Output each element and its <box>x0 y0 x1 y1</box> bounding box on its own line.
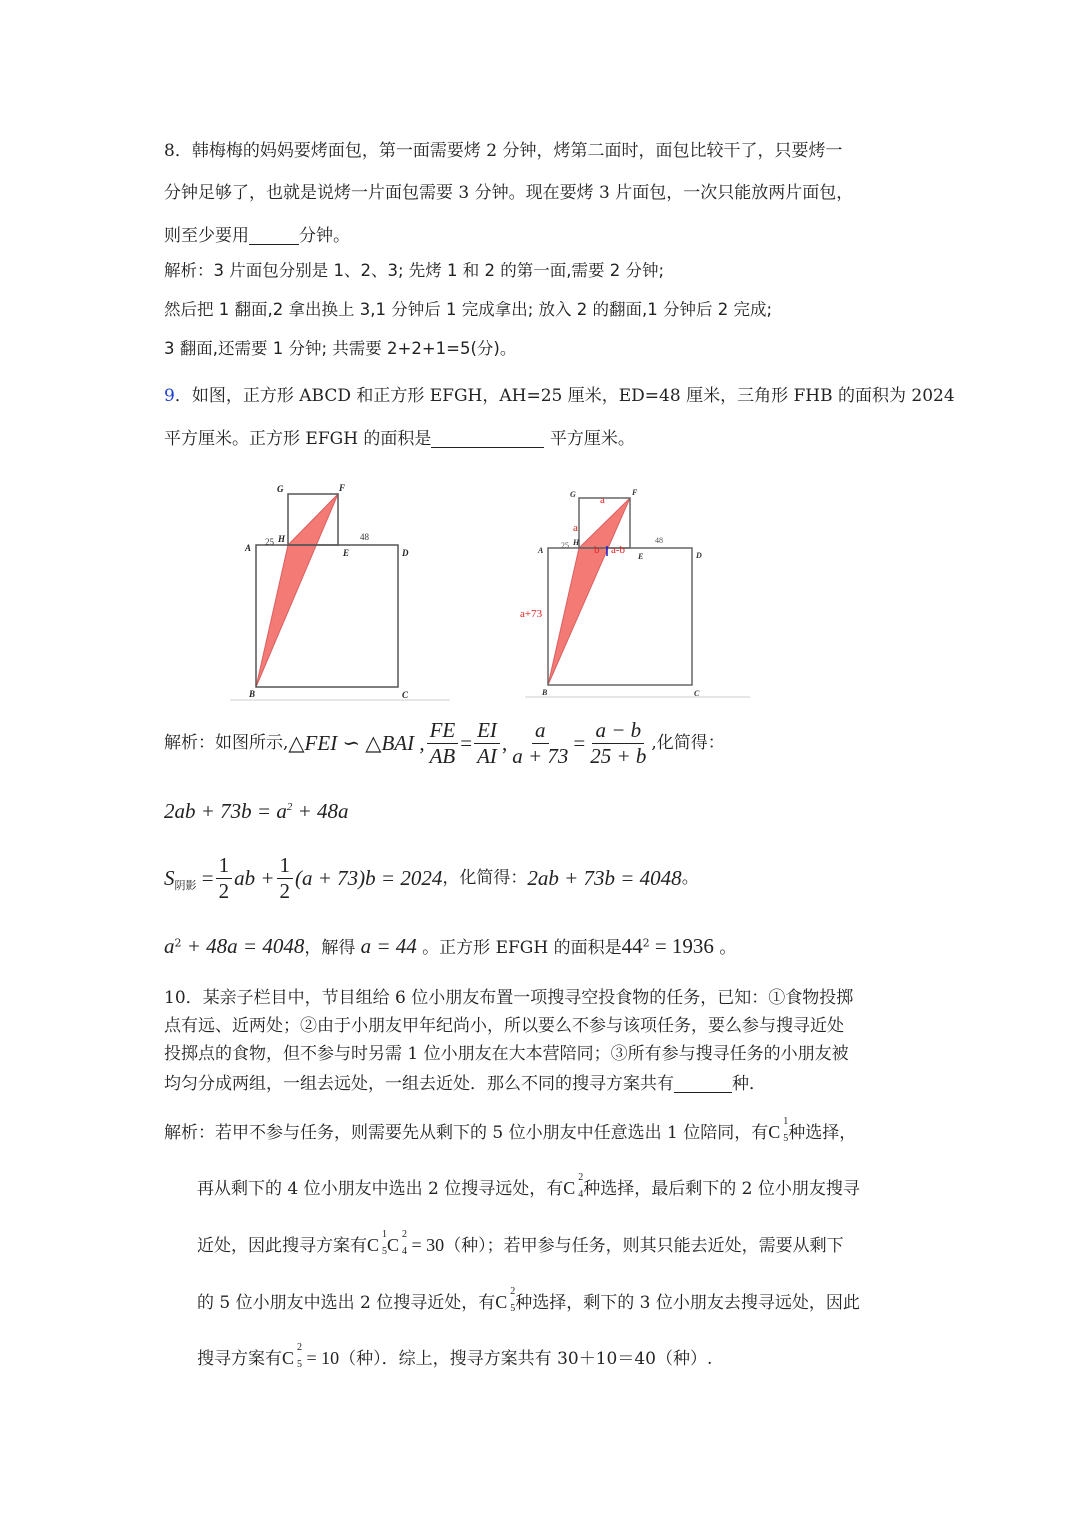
eq-part: = 1936 <box>649 934 714 958</box>
denominator: 2 <box>279 879 291 903</box>
q8-answer-3: 3 翻面,还需要 1 分钟; 共需要 2+2+1=5(分)。 <box>164 339 517 358</box>
exponent: 2 <box>174 936 182 950</box>
solution-text: 种选择，最后剩下的 2 位小朋友搜寻 <box>583 1179 860 1199</box>
solution-text: 的 5 位小朋友中选出 2 位搜寻近处，有 <box>197 1293 496 1313</box>
label-h: H <box>573 538 580 547</box>
denominator: a + 73 <box>512 744 569 768</box>
q9-text: ．如图，正方形 ABCD 和正方形 EFGH，AH=25 厘米，ED=48 厘米，三角形 FHB 的面积为 2024 <box>174 386 955 406</box>
exponent: 2 <box>642 936 650 950</box>
solution-text: 。 <box>681 868 699 888</box>
q8-line-1: 8．韩梅梅的妈妈要烤面包，第一面需要烤 2 分钟，烤第二面时，面包比较干了，只要烤一 <box>164 141 843 161</box>
solution-text: 解析：若甲不参与任务，则需要先从剩下的 5 位小朋友中任意选出 1 位陪同，有 <box>164 1123 769 1143</box>
eq-part: a = 44 <box>355 934 417 958</box>
area-subscript: 阴影 <box>174 879 197 892</box>
q8-answer-2: 然后把 1 翻面,2 拿出换上 3,1 分钟后 1 完成拿出; 放入 2 的翻面,1 分钟后 2 完成; <box>164 300 773 319</box>
combination-c-5-2: C 2 5 <box>495 1286 516 1314</box>
combination-c-4-2: C 2 4 <box>563 1172 584 1200</box>
eq-part: = 10 <box>302 1348 340 1368</box>
q10-line-4 <box>164 1075 766 1093</box>
equation-1 <box>164 801 349 822</box>
q8-answer-1: 解析：3 片面包分别是 1、2、3; 先烤 1 和 2 的第一面,需要 2 分钟; <box>164 261 665 280</box>
figure-right <box>520 488 750 698</box>
label-ed: 48 <box>655 536 663 545</box>
q8-text: 则至少要用 <box>164 226 249 246</box>
equation-2: S $_{阴影}$ = $\frac{1}{2}$ ab + $\frac{1}{2}$ (a + 73)b = 2024 ，化简得： 2ab + 73b = 4048 。 <box>164 853 699 903</box>
q10-line-3: 投掷点的食物，但不参与时另需 1 位小朋友在大本营陪同；③所有参与搜寻任务的小朋友被 <box>164 1044 849 1064</box>
label-ah: 25 <box>561 541 569 550</box>
q10-solution-2 <box>197 1172 860 1200</box>
solution-text: 解析：如图所示, <box>164 733 289 753</box>
numerator: 1 <box>216 855 233 879</box>
label-ah: 25 <box>265 537 274 547</box>
numerator: 1 <box>277 855 294 879</box>
label-f: F <box>339 483 346 493</box>
label-g: G <box>570 490 576 499</box>
numerator: FE <box>427 720 459 744</box>
solution-text: ，解得 <box>304 938 356 958</box>
eq-part: = 30 <box>407 1235 445 1255</box>
q10-line-2: 点有远、近两处；②由于小朋友甲年纪尚小，所以要么不参与该项任务，要么参与搜寻近处 <box>164 1016 844 1036</box>
eq-part: (a + 73)b = 2024 <box>295 866 443 890</box>
q9-line-2 <box>164 430 635 448</box>
q10-text: 均匀分成两组，一组去远处，一组去近处．那么不同的搜寻方案共有 <box>164 1074 674 1094</box>
numerator: a − b <box>592 720 644 744</box>
numerator: EI <box>474 720 500 744</box>
shaded-triangle <box>548 498 630 685</box>
q10-text: 种． <box>732 1074 766 1094</box>
fraction-half <box>216 855 233 902</box>
denominator: AB <box>429 744 456 768</box>
fraction-fe-ab <box>427 720 459 767</box>
solution-text: ,化简得： <box>651 733 725 753</box>
label-ie-a-minus-b: a-b <box>611 544 626 556</box>
label-b: B <box>249 689 256 699</box>
q9-solution-line-1: 解析：如图所示, △FEI ∽ △BAI , $\frac{FE}{AB}$ = $\frac{EI}{AI}$ , $\frac{a}{a + 73}$ = $\frac{a - b}{25 + b}$ ,化简得： <box>164 718 725 768</box>
denominator: 25 + b <box>590 744 647 768</box>
q9-text: 平方厘米。 <box>544 429 635 449</box>
q10-solution-4 <box>197 1286 860 1314</box>
shaded-triangle <box>256 494 338 687</box>
combination-c-4-2: C 2 4 <box>387 1229 408 1257</box>
solution-text: 搜寻方案有 <box>197 1349 282 1369</box>
exponent: 2 <box>286 801 293 813</box>
q9-text: 平方厘米。正方形 EFGH 的面积是 <box>164 429 432 449</box>
question-number: 9 <box>164 386 175 406</box>
eq-part: 2ab + 73b = 4048 <box>527 866 682 890</box>
similarity-expr: △FEI ∽ △BAI , <box>288 731 425 755</box>
denominator: AI <box>477 744 497 768</box>
label-f: F <box>632 488 638 497</box>
fraction-ei-ai <box>474 720 500 767</box>
solution-text: 近处，因此搜寻方案有 <box>197 1236 367 1256</box>
label-b: B <box>542 688 548 697</box>
label-ab-a-plus-73: a+73 <box>520 608 543 620</box>
label-side-a-top: a <box>600 494 605 506</box>
label-c: C <box>694 689 700 698</box>
label-c: C <box>402 690 409 700</box>
label-ed: 48 <box>360 532 369 542</box>
combination-c-5-2: C 2 5 <box>282 1342 303 1370</box>
label-h: H <box>278 534 286 544</box>
answer-blank <box>674 1075 732 1093</box>
fraction-half <box>277 855 294 902</box>
solution-text: （种）．综上，搜寻方案共有 30＋10＝40（种）. <box>339 1349 713 1369</box>
eq-part: a <box>164 934 175 958</box>
label-d: D <box>696 551 702 560</box>
label-e: E <box>638 552 644 561</box>
label-e: E <box>343 548 350 558</box>
q10-line-1: 10．某亲子栏目中，节目组给 6 位小朋友布置一项搜寻空投食物的任务，已知：①食物投掷 <box>164 988 854 1008</box>
eq-part: + 48a = 4048 <box>181 934 305 958</box>
combination-c-5-1: C 1 5 <box>367 1229 388 1257</box>
solution-text: 种选择， <box>788 1123 857 1143</box>
figure-left <box>230 483 450 700</box>
eq-part: 44 <box>621 934 643 958</box>
q8-line-3 <box>164 227 350 245</box>
q8-line-2: 分钟足够了，也就是说烤一片面包需要 3 分钟。现在要烤 3 片面包，一次只能放两片面包， <box>164 183 854 203</box>
eq-part: 2ab + 73b = a <box>164 799 287 823</box>
label-g: G <box>277 484 284 494</box>
q8-text: 分钟。 <box>299 226 350 246</box>
answer-blank <box>431 430 544 448</box>
solution-text: 种选择，剩下的 3 位小朋友去搜寻远处，因此 <box>515 1293 860 1313</box>
q9-line-1 <box>164 388 955 405</box>
q10-solution-1 <box>164 1116 857 1144</box>
label-a: A <box>538 546 544 555</box>
numerator: a <box>532 720 549 744</box>
label-a: A <box>245 543 252 553</box>
q10-solution-5 <box>197 1342 713 1370</box>
label-d: D <box>402 548 409 558</box>
eq-part: ab + <box>234 866 275 890</box>
solution-text: （种）；若甲参与任务，则其只能去近处，需要从剩下 <box>444 1236 844 1256</box>
solution-text: 再从剩下的 4 位小朋友中选出 2 位搜寻远处，有 <box>197 1179 564 1199</box>
label-side-a-left: a <box>573 522 578 534</box>
fraction-a-a73 <box>509 720 571 767</box>
label-hi-b: b <box>594 544 600 556</box>
combination-c-5-1: C 1 5 <box>768 1116 789 1144</box>
solution-text: 。 <box>713 938 737 958</box>
solution-text: 。正方形 EFGH 的面积是 <box>416 938 622 958</box>
denominator: 2 <box>218 879 230 903</box>
area-symbol: S <box>164 866 175 890</box>
fraction-ab-25b <box>587 720 649 767</box>
eq-part: + 48a <box>292 799 349 823</box>
solution-text: ，化简得： <box>442 868 528 888</box>
answer-blank <box>249 227 299 245</box>
equation-3 <box>164 936 736 957</box>
geometry-figures <box>0 470 1080 710</box>
q10-solution-3 <box>197 1229 844 1257</box>
